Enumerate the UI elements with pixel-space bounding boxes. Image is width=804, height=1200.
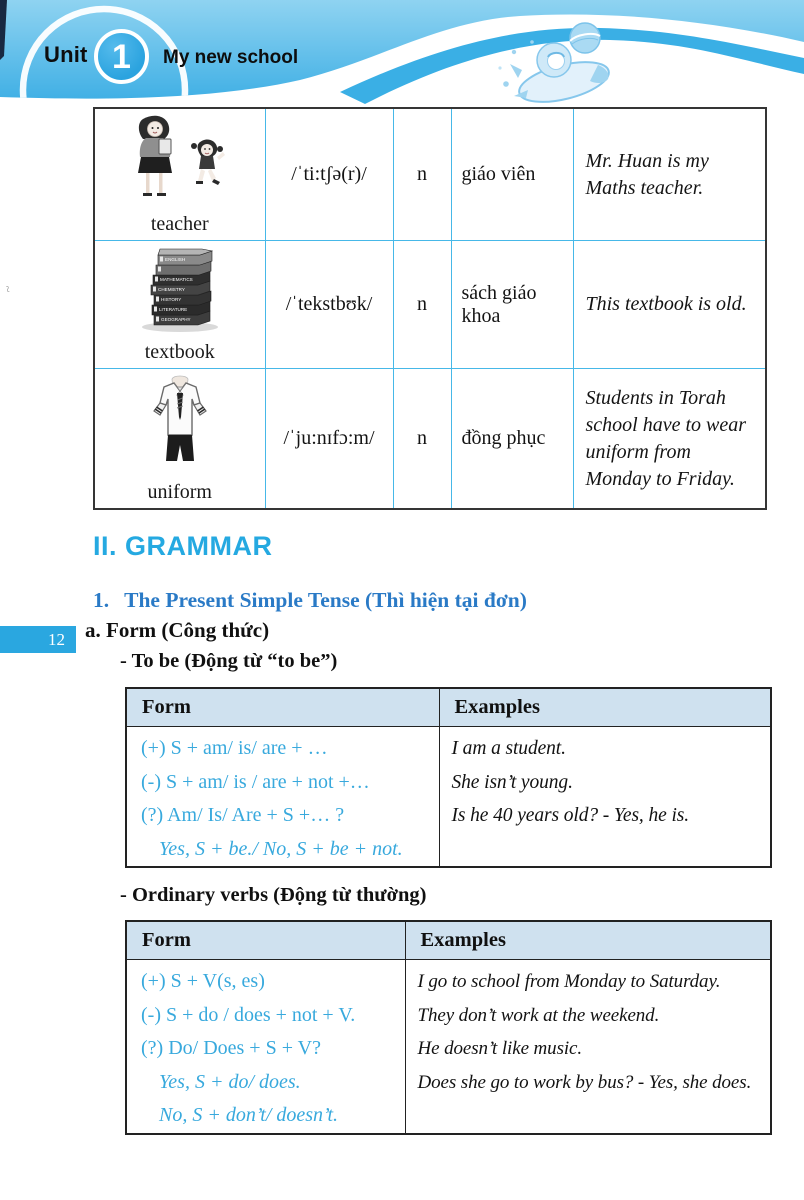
column-header-form: Form	[126, 921, 405, 960]
example-line: Is he 40 years old? - Yes, he is.	[451, 805, 690, 826]
vocab-meaning: đồng phục	[451, 369, 573, 510]
formula-line: (+) S + V(s, es)	[141, 970, 265, 993]
vocab-pos: n	[393, 108, 451, 241]
table-row	[94, 241, 766, 369]
tobe-form-table	[125, 687, 772, 868]
subsection-form: a. Form (Công thức)	[85, 618, 270, 642]
table-row	[94, 369, 766, 510]
teacher-illustration	[121, 113, 239, 205]
svg-text:MATHEMATICS: MATHEMATICS	[159, 277, 193, 282]
svg-text:CHEMISTRY: CHEMISTRY	[157, 287, 185, 292]
unit-number: 1	[112, 37, 131, 76]
column-header-form: Form	[126, 688, 439, 727]
example-line: I go to school from Monday to Saturday.	[417, 971, 721, 993]
svg-text:HISTORY: HISTORY	[160, 297, 182, 302]
section-title-grammar: II. GRAMMAR	[93, 531, 273, 561]
formula-line: (?) Am/ Is/ Are + S +… ?	[141, 804, 345, 826]
formula-line: (-) S + am/ is / are + not +…	[141, 770, 370, 793]
svg-text:LITERATURE: LITERATURE	[158, 307, 187, 312]
topic-number: 1.	[93, 588, 110, 612]
example-line: They don’t work at the weekend.	[417, 1004, 660, 1026]
unit-title: My new school	[163, 47, 299, 68]
vocab-pos: n	[393, 369, 451, 510]
scan-margin-mark: ~	[0, 284, 17, 294]
vocabulary-table	[93, 107, 767, 510]
example-line: I am a student.	[451, 738, 566, 759]
vocab-word: teacher	[150, 213, 209, 235]
vocab-pos: n	[393, 241, 451, 369]
formula-line: Yes, S + do/ does.	[159, 1070, 301, 1093]
formula-line: (?) Do/ Does + S + V?	[141, 1037, 321, 1060]
vocab-example: This textbook is old.	[573, 241, 766, 369]
vocab-meaning: sách giáo khoa	[451, 241, 573, 369]
uniform-illustration	[130, 373, 230, 473]
ordinary-verbs-heading: - Ordinary verbs (Động từ thường)	[120, 884, 427, 906]
table-body-row	[126, 727, 771, 868]
table-body-row	[126, 960, 771, 1134]
textbook-stack-illustration	[120, 245, 240, 333]
example-line: She isn’t young.	[451, 771, 573, 793]
example-line: Does she go to work by bus? - Yes, she does.	[417, 1071, 752, 1093]
tobe-heading: - To be (Động từ “to be”)	[120, 650, 338, 672]
vocab-word: textbook	[144, 341, 215, 363]
vocab-pronunciation: /ˈju:nɪfɔ:m/	[265, 369, 393, 510]
vocab-meaning: giáo viên	[451, 108, 573, 241]
vocab-example: Mr. Huan is my Maths teacher.	[573, 108, 766, 241]
vocab-pronunciation: /ˈtekstbʊk/	[265, 241, 393, 369]
topic-title-present-simple	[93, 588, 527, 613]
table-row	[94, 108, 766, 241]
formula-line: Yes, S + be./ No, S + be + not.	[159, 837, 403, 860]
topic-text: The Present Simple Tense (Thì hiện tại đơn)	[124, 588, 527, 612]
vocab-word: uniform	[147, 481, 212, 503]
unit-number-badge	[94, 29, 149, 84]
page-number: 12	[48, 630, 65, 649]
example-line: He doesn’t like music.	[417, 1038, 583, 1060]
vocab-pronunciation: /ˈti:tʃə(r)/	[265, 108, 393, 241]
formula-line: No, S + don’t/ doesn’t.	[159, 1104, 339, 1127]
page-number-badge	[0, 626, 76, 653]
formula-line: (+) S + am/ is/ are + …	[141, 737, 328, 759]
unit-label: Unit	[44, 42, 88, 67]
svg-text:GEOGRAPHY: GEOGRAPHY	[160, 317, 191, 322]
column-header-examples: Examples	[405, 921, 771, 960]
formula-line: (-) S + do / does + not + V.	[141, 1003, 356, 1026]
vocab-example: Students in Torah school have to wear uniform from Monday to Friday.	[573, 369, 766, 510]
table-header-row	[126, 921, 771, 960]
table-header-row	[126, 688, 771, 727]
column-header-examples: Examples	[439, 688, 771, 727]
svg-text:ENGLISH: ENGLISH	[164, 257, 185, 262]
ordinary-verbs-form-table	[125, 920, 772, 1135]
